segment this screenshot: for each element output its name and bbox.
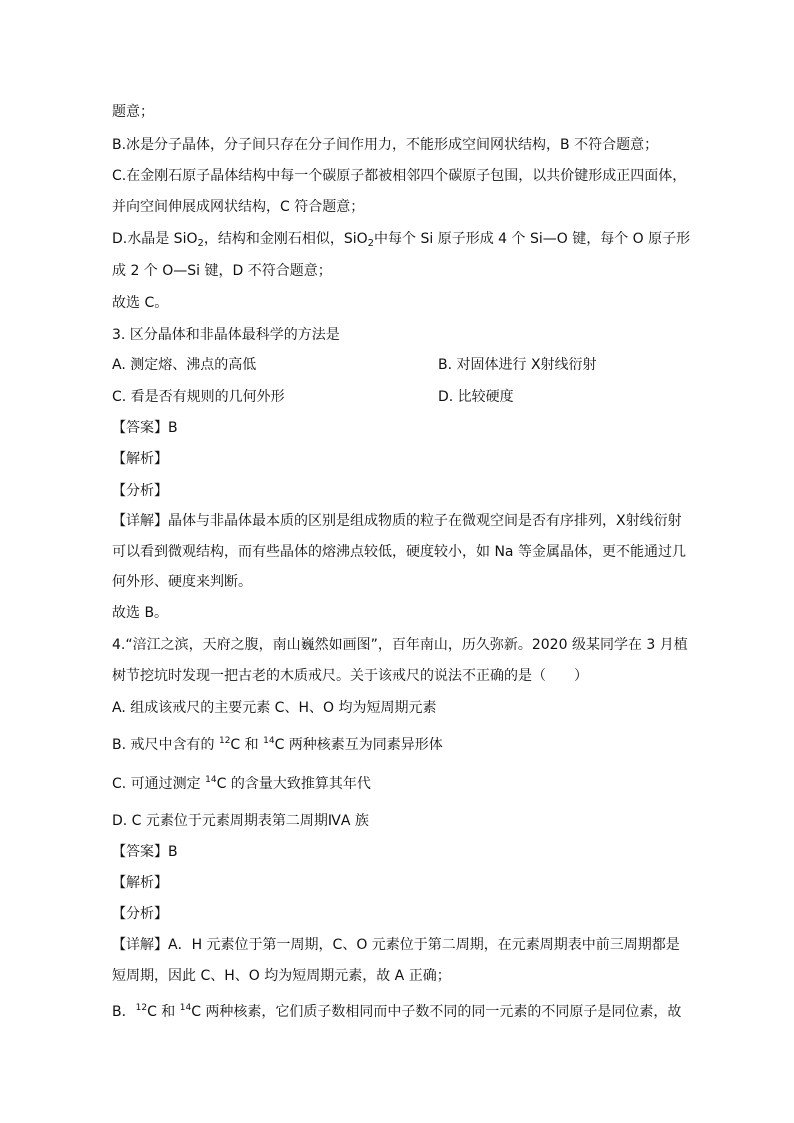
- option-d: D. 比较硬度: [438, 389, 514, 405]
- question-4-stem: 4.“涪江之滨，天府之腹，南山巍然如画图”，百年南山，历久弥新。2020 级某同学在 3 月植: [112, 637, 688, 653]
- option-a: A. 测定熔、沸点的高低: [112, 357, 257, 373]
- text-run: C 和: [230, 737, 264, 753]
- text-run: C 和: [147, 1004, 180, 1020]
- text-line: 树节挖坑时发现一把古老的木质戒尺。关于该戒尺的说法不正确的是（ ）: [112, 668, 588, 684]
- text-run: C. 可通过测定: [112, 776, 206, 792]
- text-run: D.水晶是 SiO: [112, 231, 198, 247]
- text-run: C 两种核素互为同素异形体: [274, 737, 443, 753]
- text-run: C 的含量大致推算其年代: [216, 776, 371, 792]
- option-b: [112, 736, 443, 754]
- analysis-label: 【解析】: [112, 451, 168, 467]
- option-b: B. 对固体进行 X射线衍射: [438, 357, 597, 373]
- text-line: [112, 230, 690, 248]
- text-run: C 两种核素，它们质子数相同而中子数不同的同一元素的不同原子是同位素，故: [191, 1004, 682, 1020]
- subscript: 2: [367, 238, 375, 249]
- text-line: 【详解】晶体与非晶体最本质的区别是组成物质的粒子在微观空间是否有序排列，X射线衍射: [112, 513, 682, 529]
- superscript: 12: [135, 1003, 148, 1013]
- text-line: C.在金刚石原子晶体结构中每一个碳原子都被相邻四个碳原子包围，以共价键形成正四面体，: [112, 168, 687, 184]
- text-line: [112, 1003, 681, 1021]
- text-line: 成 2 个 O—Si 键，D 不符合题意；: [112, 263, 332, 279]
- superscript: 14: [263, 736, 275, 746]
- text-line: 【详解】A．H 元素位于第一周期，C、O 元素位于第二周期，在元素周期表中前三周期都是: [112, 937, 680, 953]
- superscript: 12: [218, 736, 231, 746]
- text-line: 何外形、硬度来判断。: [112, 574, 252, 590]
- superscript: 14: [179, 1003, 192, 1013]
- superscript: 14: [205, 775, 217, 785]
- analysis-heading: 【分析】: [112, 483, 168, 499]
- analysis-heading: 【分析】: [112, 906, 168, 922]
- text-line: 故选 C。: [112, 295, 169, 311]
- option-c: [112, 775, 371, 793]
- text-line: 并向空间伸展成网状结构，C 符合题意；: [112, 199, 365, 215]
- option-c: C. 看是否有规则的几何外形: [112, 389, 285, 405]
- option-d: D. C 元素位于元素周期表第二周期ⅣA 族: [112, 813, 369, 829]
- option-a: A. 组成该戒尺的主要元素 C、H、O 均为短周期元素: [112, 700, 437, 716]
- text-run: 中每个 Si 原子形成 4 个 Si—O 键，每个 O 原子形: [374, 231, 691, 247]
- text-run: ，结构和金刚石相似，SiO: [203, 231, 368, 247]
- text-line: 短周期，因此 C、H、O 均为短周期元素，故 A 正确；: [112, 968, 451, 984]
- text-run: B．: [112, 1004, 136, 1020]
- text-run: B. 戒尺中含有的: [112, 737, 219, 753]
- subscript: 2: [197, 238, 204, 249]
- answer-label: 【答案】B: [112, 844, 178, 860]
- text-line: 题意；: [112, 104, 154, 120]
- question-3-stem: 3. 区分晶体和非晶体最科学的方法是: [112, 327, 340, 343]
- text-line: 故选 B。: [112, 605, 169, 621]
- text-line: 可以看到微观结构，而有些晶体的熔沸点较低，硬度较小，如 Na 等金属晶体，更不能通过几: [112, 544, 686, 560]
- text-line: B.冰是分子晶体，分子间只存在分子间作用力，不能形成空间网状结构，B 不符合题意；: [112, 137, 659, 153]
- analysis-label: 【解析】: [112, 875, 168, 891]
- answer-label: 【答案】B: [112, 420, 178, 436]
